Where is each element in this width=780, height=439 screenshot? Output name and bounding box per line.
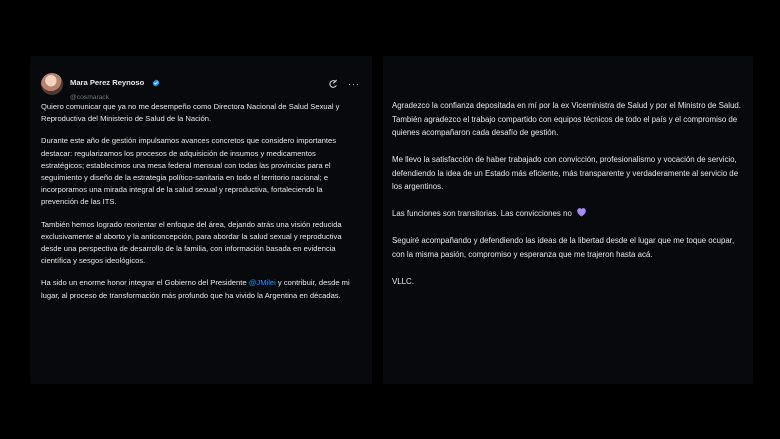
tweet-header [41,73,360,99]
paragraph-text: Ha sido un enorme honor integrar el Gobierno del Presidente [41,278,249,288]
mention-link[interactable]: @JMilei [248,278,276,288]
more-icon[interactable]: ··· [348,78,360,89]
grok-icon[interactable] [328,79,338,89]
author-handle[interactable]: @cosmarack [70,94,110,101]
paragraph-text: y contribuir, desde mi lugar, al proceso de transformación más profundo que ha vivido la Argentina en décadas. [41,278,350,300]
author-info [70,74,160,101]
paragraph: Quiero comunicar que ya no me desempeño como Directora Nacional de Salud Sexual y Reproductiva del Ministerio de Salud de la Nación. [41,102,340,124]
paragraph: También hemos logrado reorientar el enfoque del área, dejando atrás una visión reducida exclusivamente al aborto y la anticoncepción, para abordar la salud sexual y reproductiva desde una perspectiva de desarrollo de la familia, con información basada en evidencia científica y sesgos ideológicos. [41,219,342,266]
tweet-card-right [383,56,753,384]
tweet-card-left [30,56,372,384]
paragraph: Me llevo la satisfacción de haber trabajado con convicción, profesionalismo y vocación de servicio, defendiendo la idea de un Estado más eficiente, más transparente y verdaderamente al servicio de los argentinos. [392,155,739,191]
header-actions [328,75,360,93]
paragraph-with-mention [41,277,360,301]
convictions-paragraph [392,207,743,221]
avatar[interactable] [41,73,63,95]
paragraph: Durante este año de gestión impulsamos avances concretos que considero importantes destacar: regularizamos los procesos de adquisición de insumos y medicamentos estratégicos; establecimos una mesa federal mensual con todas las provincias para el seguimiento y diseño de la estrategia político-sanitaria en todo el territorio nacional; e incorporamos una mirada integral de la salud sexual y reproductiva, fortaleciendo la prevención de las ITS. [41,136,337,207]
tweet-text-continued [392,99,743,302]
verified-badge-icon [152,79,160,87]
author-display-name[interactable]: Mara Perez Reynoso [70,78,145,88]
signoff: VLLC. [392,276,414,286]
paragraph: Seguiré acompañando y defendiendo las ideas de la libertad desde el lugar que me toque ocupar, con la misma pasión, compromiso y esperanza que me trajeron hasta acá. [392,236,735,259]
paragraph: Agradezco la confianza depositada en mí por la ex Viceministra de Salud y por el Ministro de Salud. También agradezco el trabajo compartido con equipos técnicos de todo el país y el compromiso de quienes acompañaron cada desafío de gestión. [392,101,741,137]
purple-heart-icon [576,207,587,217]
paragraph-text: Las funciones son transitorias. Las convicciones no [392,209,572,218]
tweet-text [41,101,360,314]
